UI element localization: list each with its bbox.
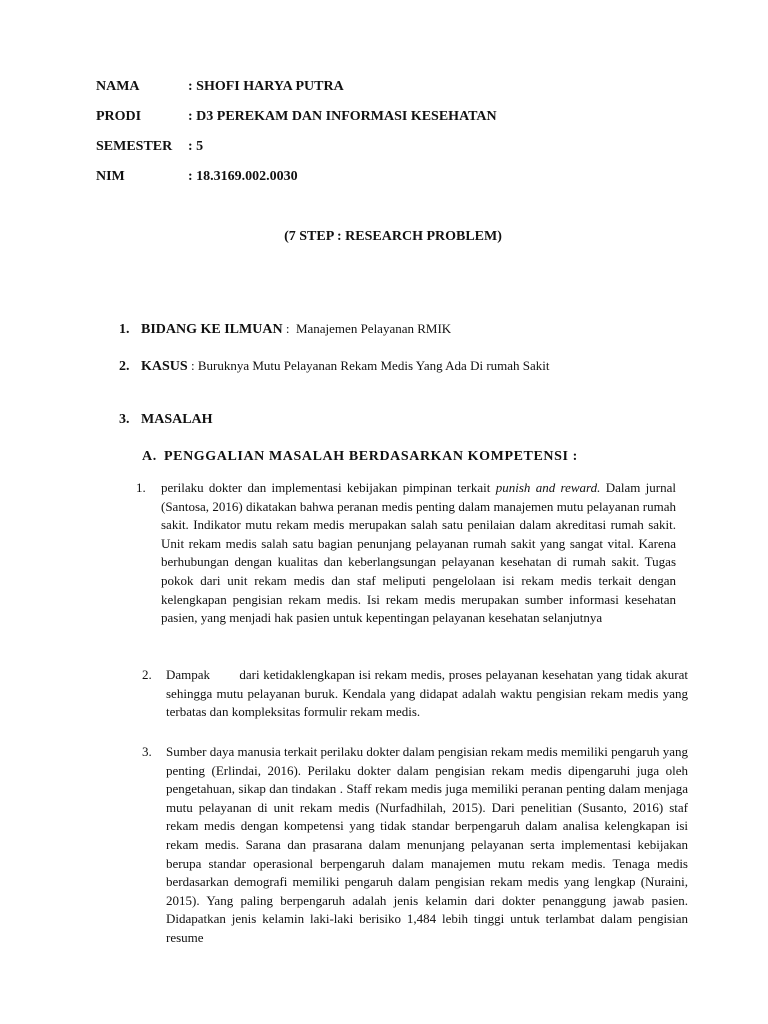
header-value: : 5 (188, 139, 204, 154)
list-item-rest: Dalam jurnal (Santosa, 2016) dikatakan bahwa peranan medis penting dalam manajemen mutu pelayanan rumah sakit. Indikator mutu rekam medis merupakan salah satu penilaian dalam akreditasi rumah sakit. Unit rekam medis salah satu bagian penunjang pelayanan rumah sakit yang sangat vital. Karena berhubungan dengan kualitas dan keberlangsungan pelayanan kesehatan di rumah sakit. Tugas pokok dari unit rekam medis dan staf meliputi pengelolaan isi rekam medis terkait dengan kelengkapan pengisian rekam medis. Isi rekam medis merupakan sumber informasi kesehatan pasien, yang menjadi hak pasien untuk kepentingan pelayanan kesehatan selanjutnya (161, 480, 677, 626)
section-number: 1. (119, 322, 130, 337)
subsection-letter: A. (142, 449, 157, 464)
list-item-text (161, 479, 676, 628)
section-number: 2. (119, 359, 130, 374)
list-item-number: 1. (136, 480, 146, 495)
section-kasus (119, 358, 550, 375)
header-value: : D3 PEREKAM DAN INFORMASI KESEHATAN (188, 109, 497, 124)
section-separator: : (187, 358, 198, 373)
section-masalah (119, 412, 213, 428)
subsection-title: PENGGALIAN MASALAH BERDASARKAN KOMPETENSI : (164, 449, 578, 464)
header-label: NAMA (96, 79, 140, 94)
list-item-text: Sumber daya manusia terkait perilaku dokter dalam pengisian rekam medis memiliki pengaruh yang penting (Erlindai, 2016). Perilaku dokter dalam pengisian rekam medis dipengaruhi juga oleh pengetahuan, sikap dan tindakan . Staff rekam medis juga memiliki peranan penting dalam menjaga mutu pelayanan di unit rekam medis (Nurfadhilah, 2015). Dari penelitian (Susanto, 2016) staf rekam medis dengan kompetensi yang tidak standar berpengaruh dalam analisa kelengkapan isi rekam medis. Sarana dan prasarana dalam menunjang pelayanan serta implementasi kebijakan berupa standar operasional berpengaruh dalam manajemen mutu rekam medis. Tenaga medis berdasarkan demografi memiliki pengaruh dalam pengisian rekam medis yang lengkap (Nuraini, 2015). Yang paling berpengaruh adalah jenis kelamin dari dokter penanggung jawab pasien. Didapatkan jenis kelamin laki-laki berisiko 1,484 lebih tinggi untuk terlambat dalam pengisian resume (166, 744, 689, 945)
header-label: PRODI (96, 109, 142, 124)
section-text: Buruknya Mutu Pelayanan Rekam Medis Yang Ada Di rumah Sakit (197, 358, 550, 373)
page-title: (7 STEP : RESEARCH PROBLEM) (284, 229, 502, 244)
list-item-number: 3. (142, 744, 152, 759)
section-heading: MASALAH (141, 412, 213, 427)
list-item-number: 2. (142, 667, 152, 682)
section-heading: KASUS (141, 359, 188, 374)
subsection-heading (142, 449, 578, 465)
section-bidang-ilmu (119, 321, 451, 338)
section-separator: : (282, 321, 296, 336)
section-heading: BIDANG KE ILMUAN (141, 322, 283, 337)
header-label: SEMESTER (96, 139, 173, 154)
header-label: NIM (96, 169, 125, 184)
list-item-lead: perilaku dokter dan implementasi kebijakan pimpinan terkait (161, 480, 496, 495)
section-number: 3. (119, 412, 130, 427)
section-text: Manajemen Pelayanan RMIK (295, 321, 452, 336)
header-value: : 18.3169.002.0030 (188, 169, 298, 184)
header-value: : SHOFI HARYA PUTRA (188, 79, 344, 94)
list-item-text: Dampak dari ketidaklengkapan isi rekam medis, proses pelayanan kesehatan yang tidak akurat sehingga mutu pelayanan buruk. Kendala yang didapat adalah waktu pengisian rekam medis yang terbatas dan kompleksitas formulir rekam medis. (166, 667, 692, 720)
list-item-italic: punish and reward. (495, 480, 601, 495)
